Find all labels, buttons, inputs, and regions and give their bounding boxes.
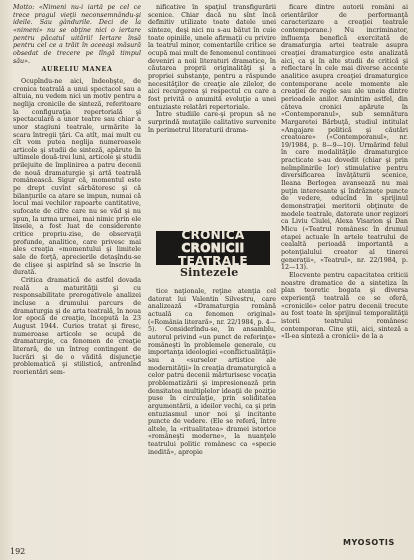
middle-column-bottom bbox=[148, 288, 276, 550]
rubric-line: CRONICII bbox=[181, 240, 245, 255]
article-title: Sintezele bbox=[180, 266, 239, 279]
paragraph: tice naţionale, reţine atenţia cel datorat lui Valentin Silvestru, care analizează «Dramaturgia română actuală ca fenomen original» («România literară», nr. 22/1984, p. 4—5). Considerîndu-se, în ansamblu, autorul privind «un punct de referinţe» româneşti în problemele generale, cu importanţa ideologiei «conflictualităţii» sau a «surselor artistice ale modernităţii» în creaţia dramaturgică a celor patru decenii mărturisesc vocaţia problematizării şi impresionează prin densitatea multiplelor ideaţii de poziţie puse în circulaţie, prin soliditatea argumentării, a ideilor vechi, ca şi prin entuziasmul unor noi şi incitante puncte de vedere. (Ele se referă, între altele, la «ritualitatea» dramei istorice «româneşti moderne», la nuanţele teatrului politic românesc ca «specie inedită», apropie bbox=[148, 288, 276, 456]
paragraph: Critica dramatică de astfel dovada reală a maturităţii şi cu responsabilitate prerogativele analizei incluse a drumului parcurs de dramaturgia şi de arta teatrală, în noua lor epocă de creaţie, începută la 23 August 1944. Curios tratat şi firesc, numeroase articole se ocupă de dramaturgie, ca fenomen de creaţie literară, de un întreg contingent de lucrări şi de o vădită disjuncţie problematică şi stilistică, antrenînd reorientări sem- bbox=[13, 276, 141, 376]
right-column bbox=[281, 4, 408, 530]
paragraph: Elocvente pentru capacitatea criticii noastre dramatice de a sintetiza în plan teoretic bogata şi diversa experienţă teatrală ce se oferă, «cronicile» celor patru decenii trecute au fost toate în sprijinul temporalităţii istorii teatrului românesc contemporan. Cine ştii, aici, sinteză a «Il-ea sinteză a cronicii» de la a bbox=[281, 271, 408, 341]
paragraph: nificative în spaţiul transfigurării scenice. Chiar dacă nu sînt încă definitiv utilizate toate datele unei sinteze, deşi nici nu s-au bătut în cuie toate opiniile, unele afirmaţii cu privire la teatrul minor, comentariile critice se ocupă mai mult de fenomenul continuei deveniri a noii literaturi dramatice, în căutarea proprii originalităţi şi a propriei substanţe, pentru a răspunde necesităţilor de creaţie ale zilelor, de aici recurgerea şi respectul cu care a fost privită o anumită evoluţie a unei entuziaste relatări repertoriale. bbox=[148, 4, 276, 111]
author-signature: MYOSOTIS bbox=[343, 538, 395, 547]
rubric-logo bbox=[156, 227, 270, 268]
paragraph: ficare dintre autorii români ai orientărilor de performanţă caracterizare a creaţiei teatrale contemporane.) Nu incriminator, influenţa benefică exercitată de dramaturgia artei teatrale asupra creaţiei dramaturgice este analizată aici, ca şi în alte studii de critică şi reflectare în cele mai diverse accente analitice asupra creaţiei dramaturgice contemporane acele momente ale creaţiei de regie sau ale uneia dintre perioadele anilor. Amintim astfel, din câteva cronici apărute în «Contemporanul», sub semnătura Margaretei Bărbuţă, studiul intitulat «Angajare politică şi căutări creatoare» («Contemporanul», nr. 19/1984, p. 8—9—10). Urmărind felul în care modalităţile dramaturgice practicate s-au dovedit (chiar şi prin neîmplinirile lor) stimulative pentru diversificarea învăţăturii scenice, Ileana Berlogea avansează nu mai puţin interesante şi îndrăzneţe puncte de vedere, educînd în sprijinul demonstraţiei meritorii obţinute de modele teatrale, datorate unor regizori ca Liviu Ciulei, Alexa Visarion şi Dan Micu («Teatrul românesc în drumul etapei actuale în artele teatrului de cealaltă perioadă importantă a potenţialului creator al tinerei generaţii», «Teatrul», nr. 22/1984, p. 12—13). bbox=[281, 4, 408, 272]
paragraph: Între studiile care-şi propun să ne surprindă mutaţiile calitative survenite în perimetrul literaturii drama- bbox=[148, 111, 276, 134]
page-number: 192 bbox=[10, 547, 26, 556]
motto-author: AURELIU MANEA bbox=[41, 66, 113, 74]
rubric-line: CRONICA bbox=[181, 227, 245, 242]
rubric-line: TEATRALE bbox=[178, 253, 248, 268]
motto bbox=[13, 4, 141, 74]
motto-text: Motto: «Nimeni nu-i iartă pe cel ce trece pragul vieţii neconsemnându-şi ideile. Sau gândurile. Deci de la «nimeni» nu se obţine nici o iertare pentru păcatul uitării! Iertare însă pentru cel ce a trăit în aceeaşi măsură obsedat de trecere pe lîngă timpul său». bbox=[13, 4, 141, 65]
left-column bbox=[13, 4, 141, 538]
middle-column-top bbox=[148, 4, 276, 228]
paragraph: Ocupîndu-ne aici, îndeobşte, de cronica teatrală a unui spectacol sau a altuia, nu vedem nici un motiv pentru a neglija cronicile de sinteză, referitoare la configuraţia repertorială şi spectaculară a unor teatre sau chiar a unor stagiuni teatrale, urmărite la scara întregii ţări. Ca atît, mai mult cu cît vom putea neglija numeroasele articole şi studii de sinteză, apărute în ultimele două-trei luni, articole şi studii prilejuite de împlinirea a patru decenii de nouă dramaturgie şi artă teatrală românească. Sigur că, momentul este pe drept cuvînt sărbătoresc şi că bilanţurile ca atare se impun, numai că locul mai vechilor rapoarte cantitative, sufocate de cifre care nu se văd şi nu spun, la urma urmei, mai nimic prin ele însele, a fost luat de considerente critice propriu-zise, de observaţii profunde, analitice, care privesc mai ales creaţia «momentului şi limitele sale de forţă, aprecierile detaşîndu-se de clişee şi aspirînd să se înscrie în durată. bbox=[13, 77, 141, 277]
